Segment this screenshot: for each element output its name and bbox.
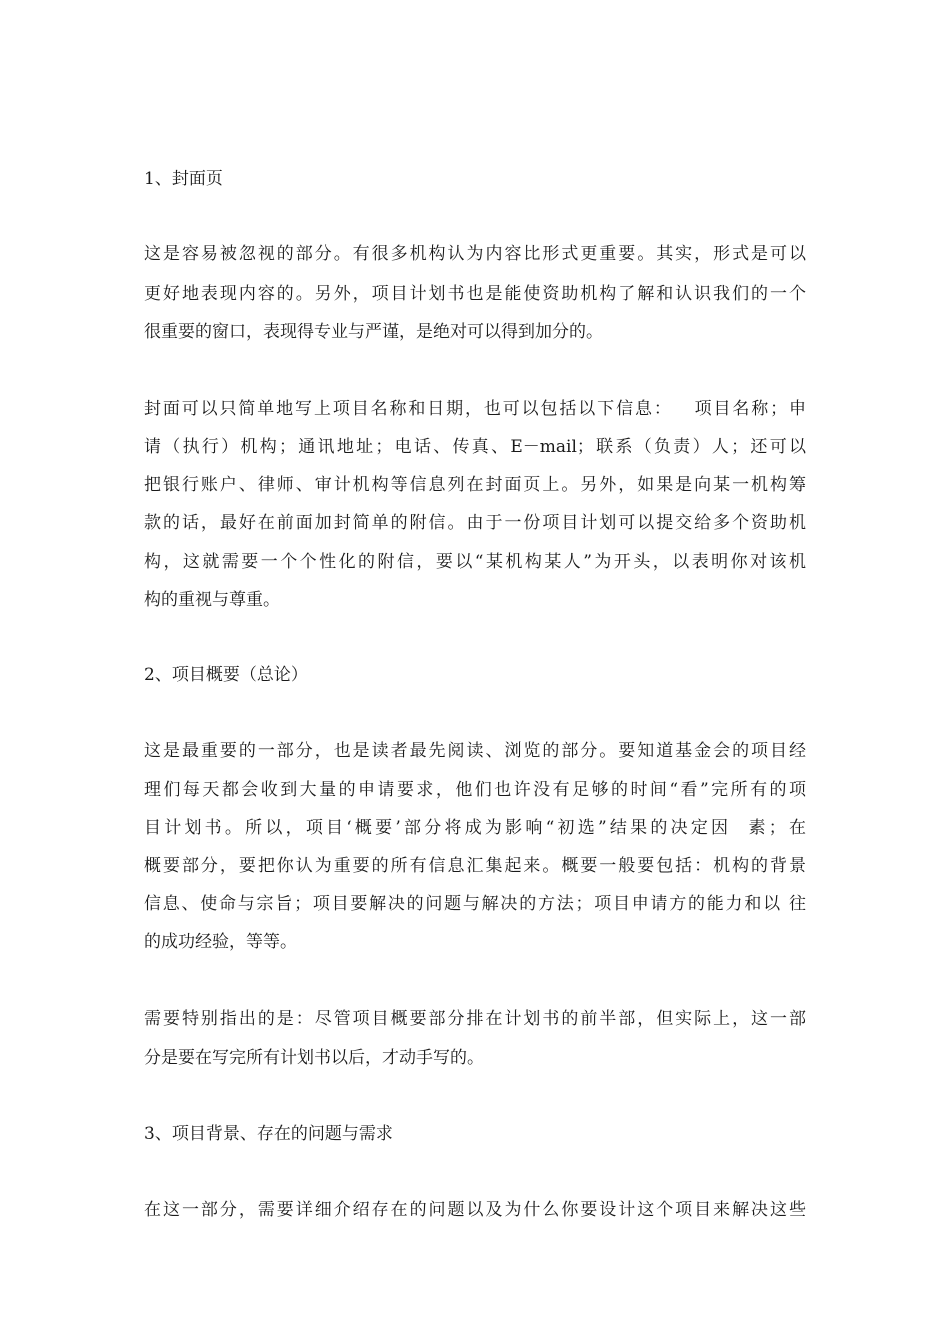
paragraph-line: 这是最重要的一部分，也是读者最先阅读、浏览的部分。要知道基金会的项目经 bbox=[144, 741, 806, 761]
section-heading: 2、项目概要（总论） bbox=[144, 665, 308, 685]
paragraph-line: 概要部分，要把你认为重要的所有信息汇集起来。概要一般要包括：机构的背景 bbox=[144, 856, 806, 876]
paragraph-line: 很重要的窗口，表现得专业与严谨，是绝对可以得到加分的。 bbox=[144, 322, 603, 342]
paragraph-line: 需要特别指出的是：尽管项目概要部分排在计划书的前半部，但实际上，这一部 bbox=[144, 1009, 806, 1029]
paragraph-line: 款的话，最好在前面加封简单的附信。由于一份项目计划可以提交给多个资助机 bbox=[144, 513, 806, 533]
paragraph-line: 分是要在写完所有计划书以后，才动手写的。 bbox=[144, 1048, 484, 1068]
section-heading: 1、封面页 bbox=[144, 169, 223, 189]
paragraph-line: 构，这就需要一个个性化的附信，要以“某机构某人”为开头，以表明你对该机 bbox=[144, 552, 806, 572]
paragraph-line: 信息、使命与宗旨；项目要解决的问题与解决的方法；项目申请方的能力和以 往 bbox=[144, 894, 806, 914]
paragraph-line: 请（执行）机构；通讯地址；电话、传真、E－mail；联系（负责）人；还可以 bbox=[144, 437, 806, 457]
paragraph-line: 这是容易被忽视的部分。有很多机构认为内容比形式更重要。其实，形式是可以 bbox=[144, 244, 806, 264]
paragraph-line: 封面可以只简单地写上项目名称和日期，也可以包括以下信息： 项目名称；申 bbox=[144, 399, 806, 419]
paragraph-line: 把银行账户、律师、审计机构等信息列在封面页上。另外，如果是向某一机构筹 bbox=[144, 475, 806, 495]
paragraph-line: 构的重视与尊重。 bbox=[144, 590, 280, 610]
section-heading: 3、项目背景、存在的问题与需求 bbox=[144, 1124, 393, 1144]
paragraph-line: 更好地表现内容的。另外，项目计划书也是能使资助机构了解和认识我们的一个 bbox=[144, 284, 806, 304]
paragraph-line: 目计划书。所以，项目‘概要’部分将成为影响“初选”结果的决定因 素；在 bbox=[144, 818, 806, 838]
paragraph-line: 在这一部分，需要详细介绍存在的问题以及为什么你要设计这个项目来解决这些 bbox=[144, 1200, 806, 1220]
paragraph-line: 理们每天都会收到大量的申请要求，他们也许没有足够的时间“看”完所有的项 bbox=[144, 780, 806, 800]
paragraph-line: 的成功经验，等等。 bbox=[144, 932, 297, 952]
